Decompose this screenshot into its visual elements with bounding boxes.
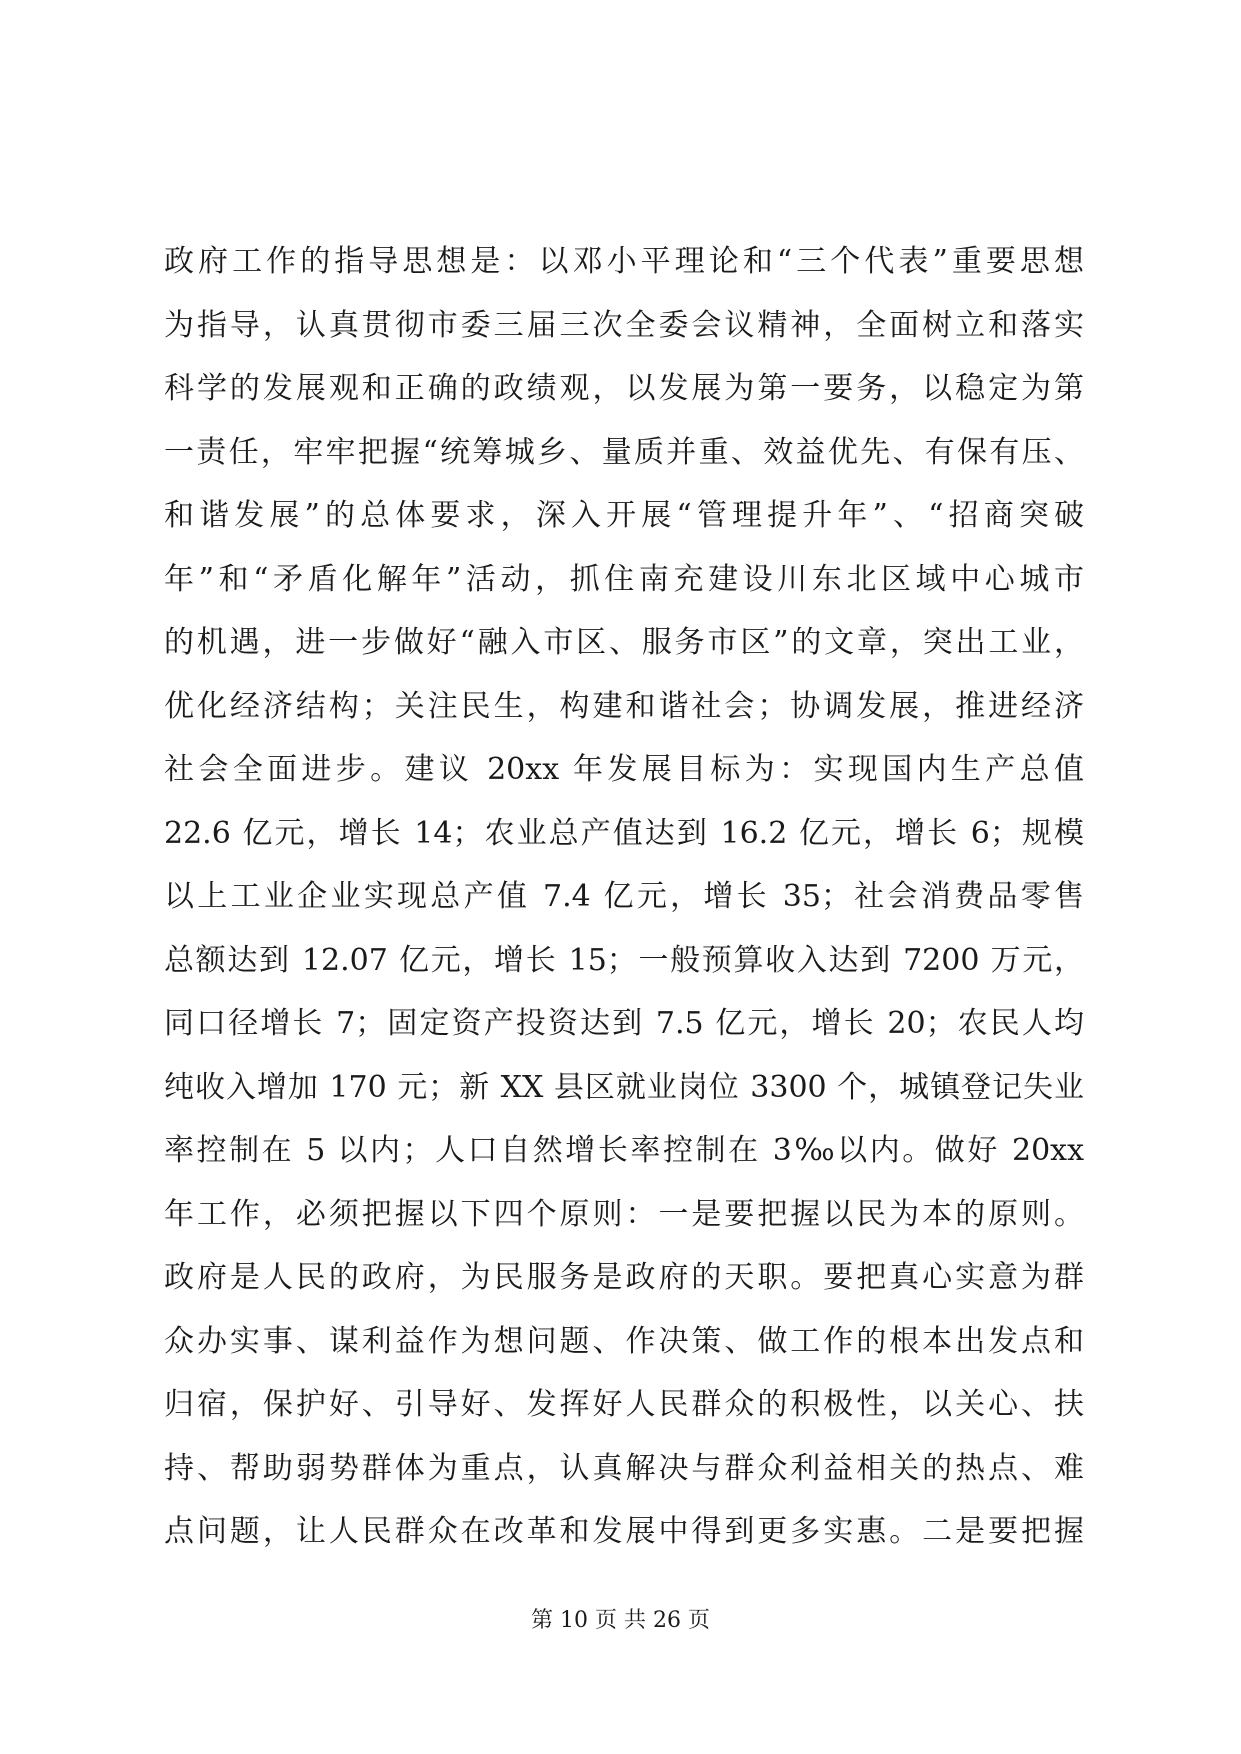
text-line: 归宿，保护好、引导好、发挥好人民群众的积极性，以关心、扶 xyxy=(164,1387,1084,1422)
text-line: 年”和“矛盾化解年”活动，抓住南充建设川东北区域中心城市 xyxy=(164,561,1084,597)
text-line: 的机遇，进一步做好“融入市区、服务市区”的文章，突出工业， xyxy=(164,625,1084,660)
body-text xyxy=(164,230,1084,1564)
text-line: 为指导，认真贯彻市委三届三次全委会议精神，全面树立和落实 xyxy=(164,307,1084,343)
text-line: 一责任，牢牢把握“统筹城乡、量质并重、效益优先、有保有压、 xyxy=(164,434,1084,470)
page-number-footer: 第 10 页 共 26 页 xyxy=(531,1608,710,1633)
text-line: 优化经济结构；关注民生，构建和谐社会；协调发展，推进经济 xyxy=(164,688,1084,724)
text-line: 以上工业企业实现总产值 7.4 亿元，增长 35；社会消费品零售 xyxy=(164,879,1084,914)
text-line: 率控制在 5 以内；人口自然增长率控制在 3‰以内。做好 20xx xyxy=(164,1133,1084,1168)
text-line: 政府工作的指导思想是：以邓小平理论和“三个代表”重要思想 xyxy=(164,244,1084,279)
text-line: 众办实事、谋利益作为想问题、作决策、做工作的根本出发点和 xyxy=(164,1323,1084,1359)
text-line: 总额达到 12.07 亿元，增长 15；一般预算收入达到 7200 万元， xyxy=(164,942,1084,978)
text-line: 同口径增长 7；固定资产投资达到 7.5 亿元，增长 20；农民人均 xyxy=(164,1006,1084,1041)
text-line: 政府是人民的政府，为民服务是政府的天职。要把真心实意为群 xyxy=(164,1260,1084,1295)
text-line: 持、帮助弱势群体为重点，认真解决与群众利益相关的热点、难 xyxy=(164,1450,1084,1486)
text-line: 22.6 亿元，增长 14；农业总产值达到 16.2 亿元，增长 6；规模 xyxy=(164,815,1084,851)
text-line: 科学的发展观和正确的政绩观，以发展为第一要务，以稳定为第 xyxy=(164,371,1084,406)
text-line: 纯收入增加 170 元；新 XX 县区就业岗位 3300 个，城镇登记失业 xyxy=(164,1069,1084,1105)
text-line: 点问题，让人民群众在改革和发展中得到更多实惠。二是要把握 xyxy=(164,1514,1084,1549)
text-line: 年工作，必须把握以下四个原则：一是要把握以民为本的原则。 xyxy=(164,1196,1084,1232)
text-line: 和谐发展”的总体要求，深入开展“管理提升年”、“招商突破 xyxy=(164,498,1084,533)
text-line: 社会全面进步。建议 20xx 年发展目标为：实现国内生产总值 xyxy=(164,752,1084,787)
